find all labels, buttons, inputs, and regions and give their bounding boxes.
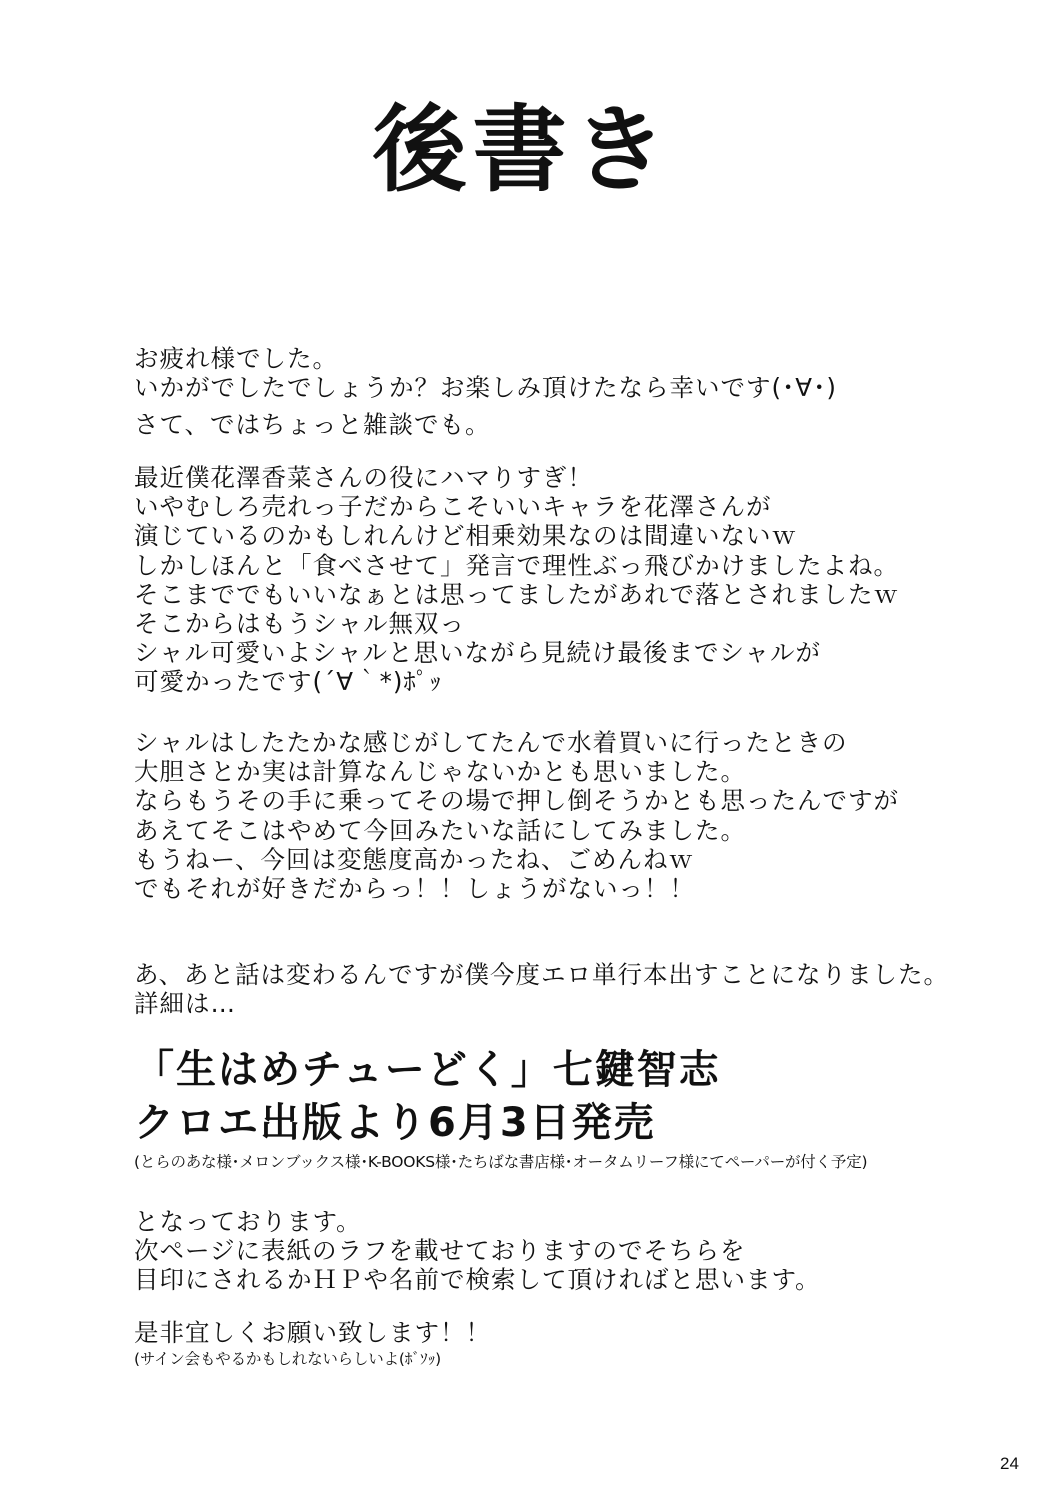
paragraph-story-notes — [134, 728, 1014, 903]
signing-footnote: (サイン会もやるかもしれないらしいよ(ﾎﾞｿｯ) — [134, 1350, 441, 1368]
text-line: あ、あと話は変わるんですが僕今度エロ単行本出すことになりました。 — [134, 960, 950, 989]
text-line: 是非宜しくお願い致します！！ — [134, 1318, 491, 1347]
text-line: でもそれが好きだからっ！！しょうがないっ！！ — [134, 874, 695, 904]
paragraph-greeting — [134, 344, 1014, 402]
paragraph-closing — [134, 1318, 1014, 1347]
text-line: しかしほんと「食べさせて」発言で理性ぶっ飛びかけましたよね。 — [134, 550, 899, 580]
text-line: となっております。 — [134, 1207, 362, 1236]
text-line: さて、ではちょっと雑談でも。 — [134, 410, 491, 439]
paragraph-chat-intro — [134, 410, 1014, 439]
text-line: シャル可愛いよシャルと思いながら見続け最後までシャルが — [134, 638, 822, 668]
text-line: お疲れ様でした。 — [134, 344, 338, 373]
text-line: 最近僕花澤香菜さんの役にハマりすぎ！ — [134, 463, 593, 492]
store-bonus-note: (とらのあな様･メロンブックス様･K-BOOKS様･たちばな書店様･オータムリーフ様にてペーパーが付く予定) — [134, 1153, 868, 1171]
text-line: シャルはしたたかな感じがしてたんで水着買いに行ったときの — [134, 728, 848, 757]
text-line: 次ページに表紙のラフを載せておりますのでそちらを — [134, 1236, 746, 1266]
paragraph-voice-actress — [134, 463, 1014, 697]
text-line: そこまででもいいなぁとは思ってましたがあれで落とされましたｗ — [134, 579, 899, 609]
text-line: いかがでしたでしょうか？お楽しみ頂けたなら幸いです(･∀･) — [134, 373, 837, 403]
text-line: 演じているのかもしれんけど相乗効果なのは間違いないｗ — [134, 521, 797, 551]
release-info: クロエ出版より6月3日発売 — [134, 1100, 656, 1146]
text-line: 詳細は… — [134, 989, 236, 1019]
text-line: 目印にされるかＨＰや名前で検索して頂ければと思います。 — [134, 1265, 821, 1295]
text-line: あえてそこはやめて今回みたいな話にしてみました。 — [134, 815, 746, 845]
text-line: そこからはもうシャル無双っ — [134, 609, 466, 639]
text-line: 可愛かったです(´∀｀*)ﾎﾟｯ — [134, 667, 443, 697]
text-line: 大胆さとか実は計算なんじゃないかとも思いました。 — [134, 757, 746, 787]
paragraph-announcement — [134, 960, 1014, 1018]
text-line: いやむしろ売れっ子だからこそいいキャラを花澤さんが — [134, 492, 772, 522]
page-title: 後書き — [372, 96, 673, 205]
book-title: 「生はめチューどく」七鍵智志 — [134, 1047, 721, 1093]
text-line: ならもうその手に乗ってその場で押し倒そうかとも思ったんですが — [134, 786, 899, 816]
paragraph-cover-info — [134, 1207, 1014, 1295]
text-line: もうねー、今回は変態度高かったね、ごめんねｗ — [134, 844, 695, 874]
page-number: 24 — [1000, 1454, 1019, 1473]
